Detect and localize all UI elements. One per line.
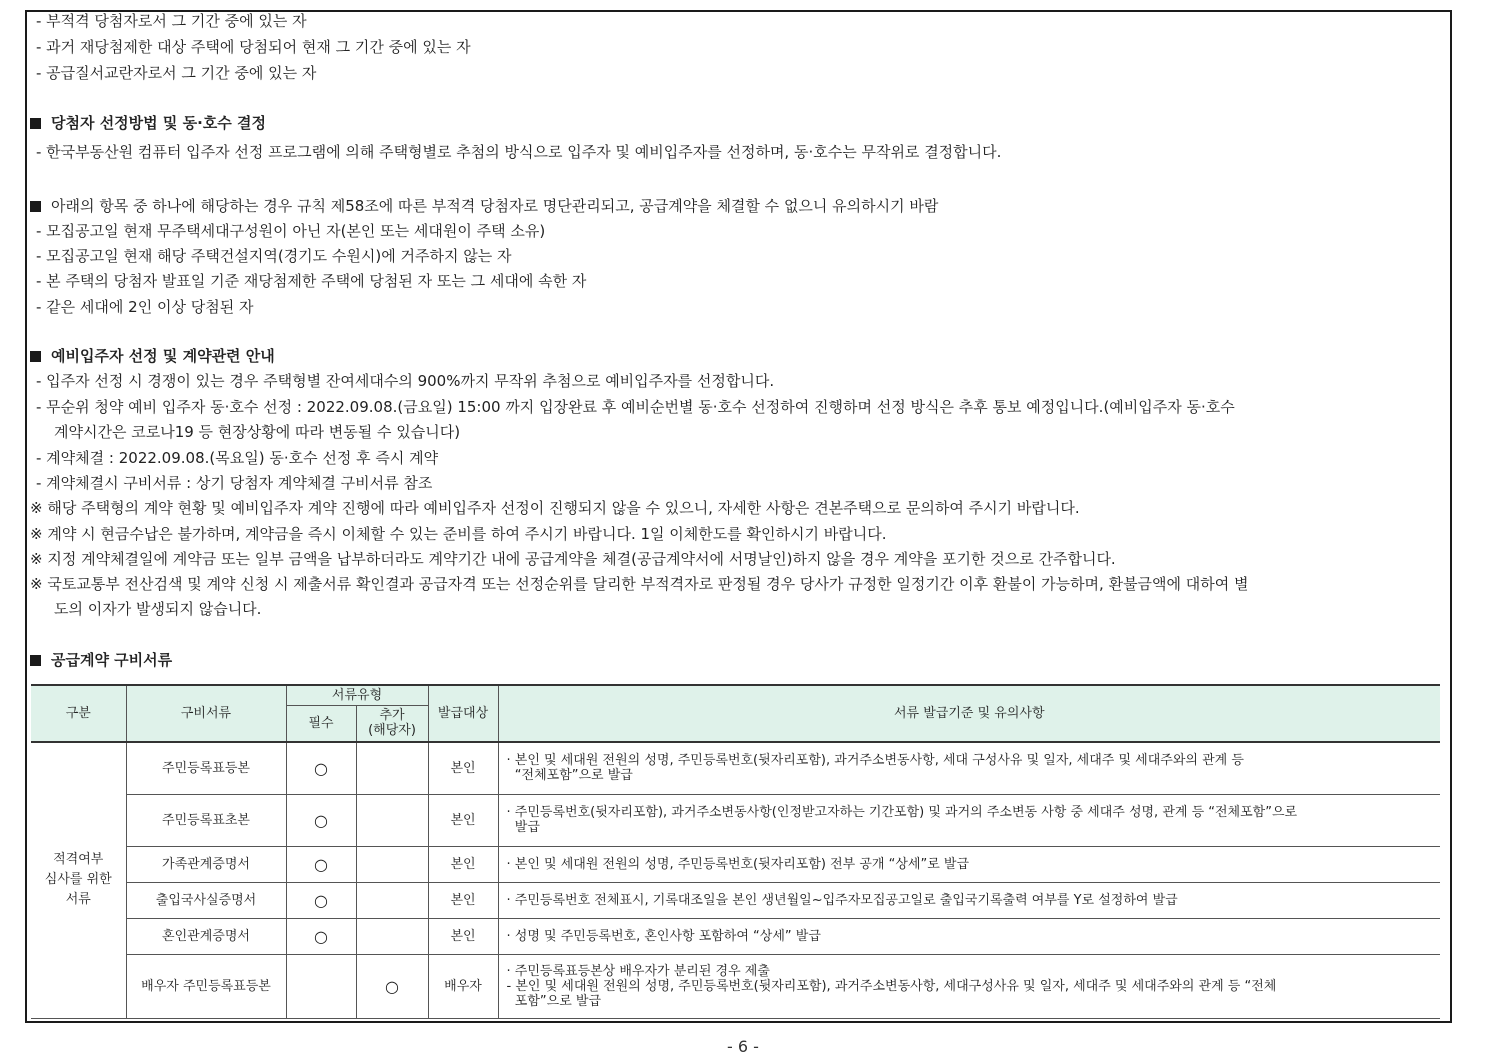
text-line: - 입주자 선정 시 경쟁이 있는 경우 주택형별 잔여세대수의 900%까지 무작위 추첨으로 예비입주자를 선정합니다.: [36, 372, 775, 390]
text-line: - 무순위 청약 예비 입주자 동·호수 선정 : 2022.09.08.(금요일) 15:00 까지 입장완료 후 예비순번별 동·호수 선정하여 진행하며 선정 방식은 추후 통보 예정입니다.(예비입주자 동·호수: [36, 398, 1235, 416]
document-name: 혼인관계증명서: [126, 918, 286, 954]
criteria-desc: · 성명 및 주민등록번호, 혼인사항 포함하여 “상세” 발급: [498, 918, 1440, 954]
document-name: 배우자 주민등록표등본: [126, 954, 286, 1018]
note-line: ※ 계약 시 현금수납은 불가하며, 계약금을 즉시 이체할 수 있는 준비를 하여 주시기 바랍니다. 1일 이체한도를 확인하시기 바랍니다.: [30, 525, 887, 543]
text-line: - 계약체결 : 2022.09.08.(목요일) 동·호수 선정 후 즉시 계약: [36, 449, 439, 467]
issue-target: 본인: [428, 742, 498, 794]
note-line: ※ 해당 주택형의 계약 현황 및 예비입주자 계약 진행에 따라 예비입주자 선정이 진행되지 않을 수 있으니, 자세한 사항은 견본주택으로 문의하여 주시기 바랍니다.: [30, 499, 1080, 517]
square-bullet-icon: [30, 118, 41, 129]
required-mark: ○: [286, 918, 356, 954]
text-line: - 계약체결시 구비서류 : 상기 당첨자 계약체결 구비서류 참조: [36, 474, 433, 492]
page-number: - 6 -: [727, 1037, 759, 1056]
document-name: 주민등록표초본: [126, 794, 286, 846]
required-mark: ○: [286, 742, 356, 794]
note-line: ※ 국토교통부 전산검색 및 계약 신청 시 제출서류 확인결과 공급자격 또는 선정순위를 달리한 부적격자로 판정될 경우 당사가 규정한 일정기간 이후 환불이 가능하며, 환불금액에 대하여 별: [30, 575, 1249, 593]
square-bullet-icon: [30, 351, 41, 362]
section-heading: 공급계약 구비서류: [30, 650, 172, 670]
table-row: [31, 918, 1440, 954]
additional-mark: [356, 742, 428, 794]
criteria-desc: · 본인 및 세대원 전원의 성명, 주민등록번호(뒷자리포함) 전부 공개 “상세”로 발급: [498, 846, 1440, 882]
header-category: 구분: [31, 685, 126, 742]
header-issue-target: 발급대상: [428, 685, 498, 742]
note-line: 도의 이자가 발생되지 않습니다.: [54, 600, 262, 618]
required-mark: [286, 954, 356, 1018]
required-mark: ○: [286, 794, 356, 846]
criteria-desc: · 주민등록표등본상 배우자가 분리된 경우 제출 - 본인 및 세대원 전원의 성명, 주민등록번호(뒷자리포함), 과거주소변동사항, 세대구성사유 및 일자, 세대주 및 세대주와의 관계 등 “전체 포함”으로 발급: [498, 954, 1440, 1018]
header-doc-type: 서류유형: [286, 685, 428, 705]
document-name: 출입국사실증명서: [126, 882, 286, 918]
table-row: [31, 742, 1440, 794]
section-heading: 예비입주자 선정 및 계약관련 안내: [30, 346, 275, 366]
text-line: - 공급질서교란자로서 그 기간 중에 있는 자: [36, 64, 317, 82]
note-line: ※ 지정 계약체결일에 계약금 또는 일부 금액을 납부하더라도 계약기간 내에 공급계약을 체결(공급계약서에 서명날인)하지 않을 경우 계약을 포기한 것으로 간주합니다.: [30, 550, 1116, 568]
criteria-desc: · 주민등록번호 전체표시, 기록대조일을 본인 생년월일~입주자모집공고일로 출입국기록출력 여부를 Y로 설정하여 발급: [498, 882, 1440, 918]
additional-mark: ○: [356, 954, 428, 1018]
section-heading: 아래의 항목 중 하나에 해당하는 경우 규칙 제58조에 따른 부적격 당첨자로 명단관리되고, 공급계약을 체결할 수 없으니 유의하시기 바람: [30, 196, 938, 216]
criteria-desc: · 본인 및 세대원 전원의 성명, 주민등록번호(뒷자리포함), 과거주소변동사항, 세대 구성사유 및 일자, 세대주 및 세대주와의 관계 등 “전체포함”으로 발급: [498, 742, 1440, 794]
group-label: 적격여부 심사를 위한 서류: [31, 742, 126, 1018]
table-row: [31, 882, 1440, 918]
table-row: [31, 846, 1440, 882]
square-bullet-icon: [30, 655, 41, 666]
text-line: - 모집공고일 현재 무주택세대구성원이 아닌 자(본인 또는 세대원이 주택 소유): [36, 222, 546, 240]
text-line: 계약시간은 코로나19 등 현장상황에 따라 변동될 수 있습니다): [54, 423, 461, 441]
additional-mark: [356, 846, 428, 882]
text-line: - 모집공고일 현재 해당 주택건설지역(경기도 수원시)에 거주하지 않는 자: [36, 247, 512, 265]
section-heading: 당첨자 선정방법 및 동·호수 결정: [30, 113, 266, 133]
table-row: [31, 794, 1440, 846]
header-required: 필수: [286, 705, 356, 742]
required-mark: ○: [286, 882, 356, 918]
document-name: 주민등록표등본: [126, 742, 286, 794]
issue-target: 배우자: [428, 954, 498, 1018]
issue-target: 본인: [428, 794, 498, 846]
text-line: - 한국부동산원 컴퓨터 입주자 선정 프로그램에 의해 주택형별로 추첨의 방식으로 입주자 및 예비입주자를 선정하며, 동·호수는 무작위로 결정합니다.: [36, 143, 1002, 161]
issue-target: 본인: [428, 918, 498, 954]
header-additional: 추가 (해당자): [356, 705, 428, 742]
document-name: 가족관계증명서: [126, 846, 286, 882]
issue-target: 본인: [428, 882, 498, 918]
text-line: - 부적격 당첨자로서 그 기간 중에 있는 자: [36, 12, 307, 30]
required-mark: ○: [286, 846, 356, 882]
documents-table: [31, 684, 1440, 1019]
issue-target: 본인: [428, 846, 498, 882]
additional-mark: [356, 794, 428, 846]
additional-mark: [356, 882, 428, 918]
additional-mark: [356, 918, 428, 954]
criteria-desc: · 주민등록번호(뒷자리포함), 과거주소변동사항(인정받고자하는 기간포함) 및 과거의 주소변동 사항 중 세대주 성명, 관계 등 “전체포함”으로 발급: [498, 794, 1440, 846]
square-bullet-icon: [30, 201, 41, 212]
text-line: - 본 주택의 당첨자 발표일 기준 재당첨제한 주택에 당첨된 자 또는 그 세대에 속한 자: [36, 272, 587, 290]
text-line: - 과거 재당첨제한 대상 주택에 당첨되어 현재 그 기간 중에 있는 자: [36, 38, 471, 56]
table-row: [31, 954, 1440, 1018]
header-criteria: 서류 발급기준 및 유의사항: [498, 685, 1440, 742]
header-document: 구비서류: [126, 685, 286, 742]
text-line: - 같은 세대에 2인 이상 당첨된 자: [36, 298, 254, 316]
